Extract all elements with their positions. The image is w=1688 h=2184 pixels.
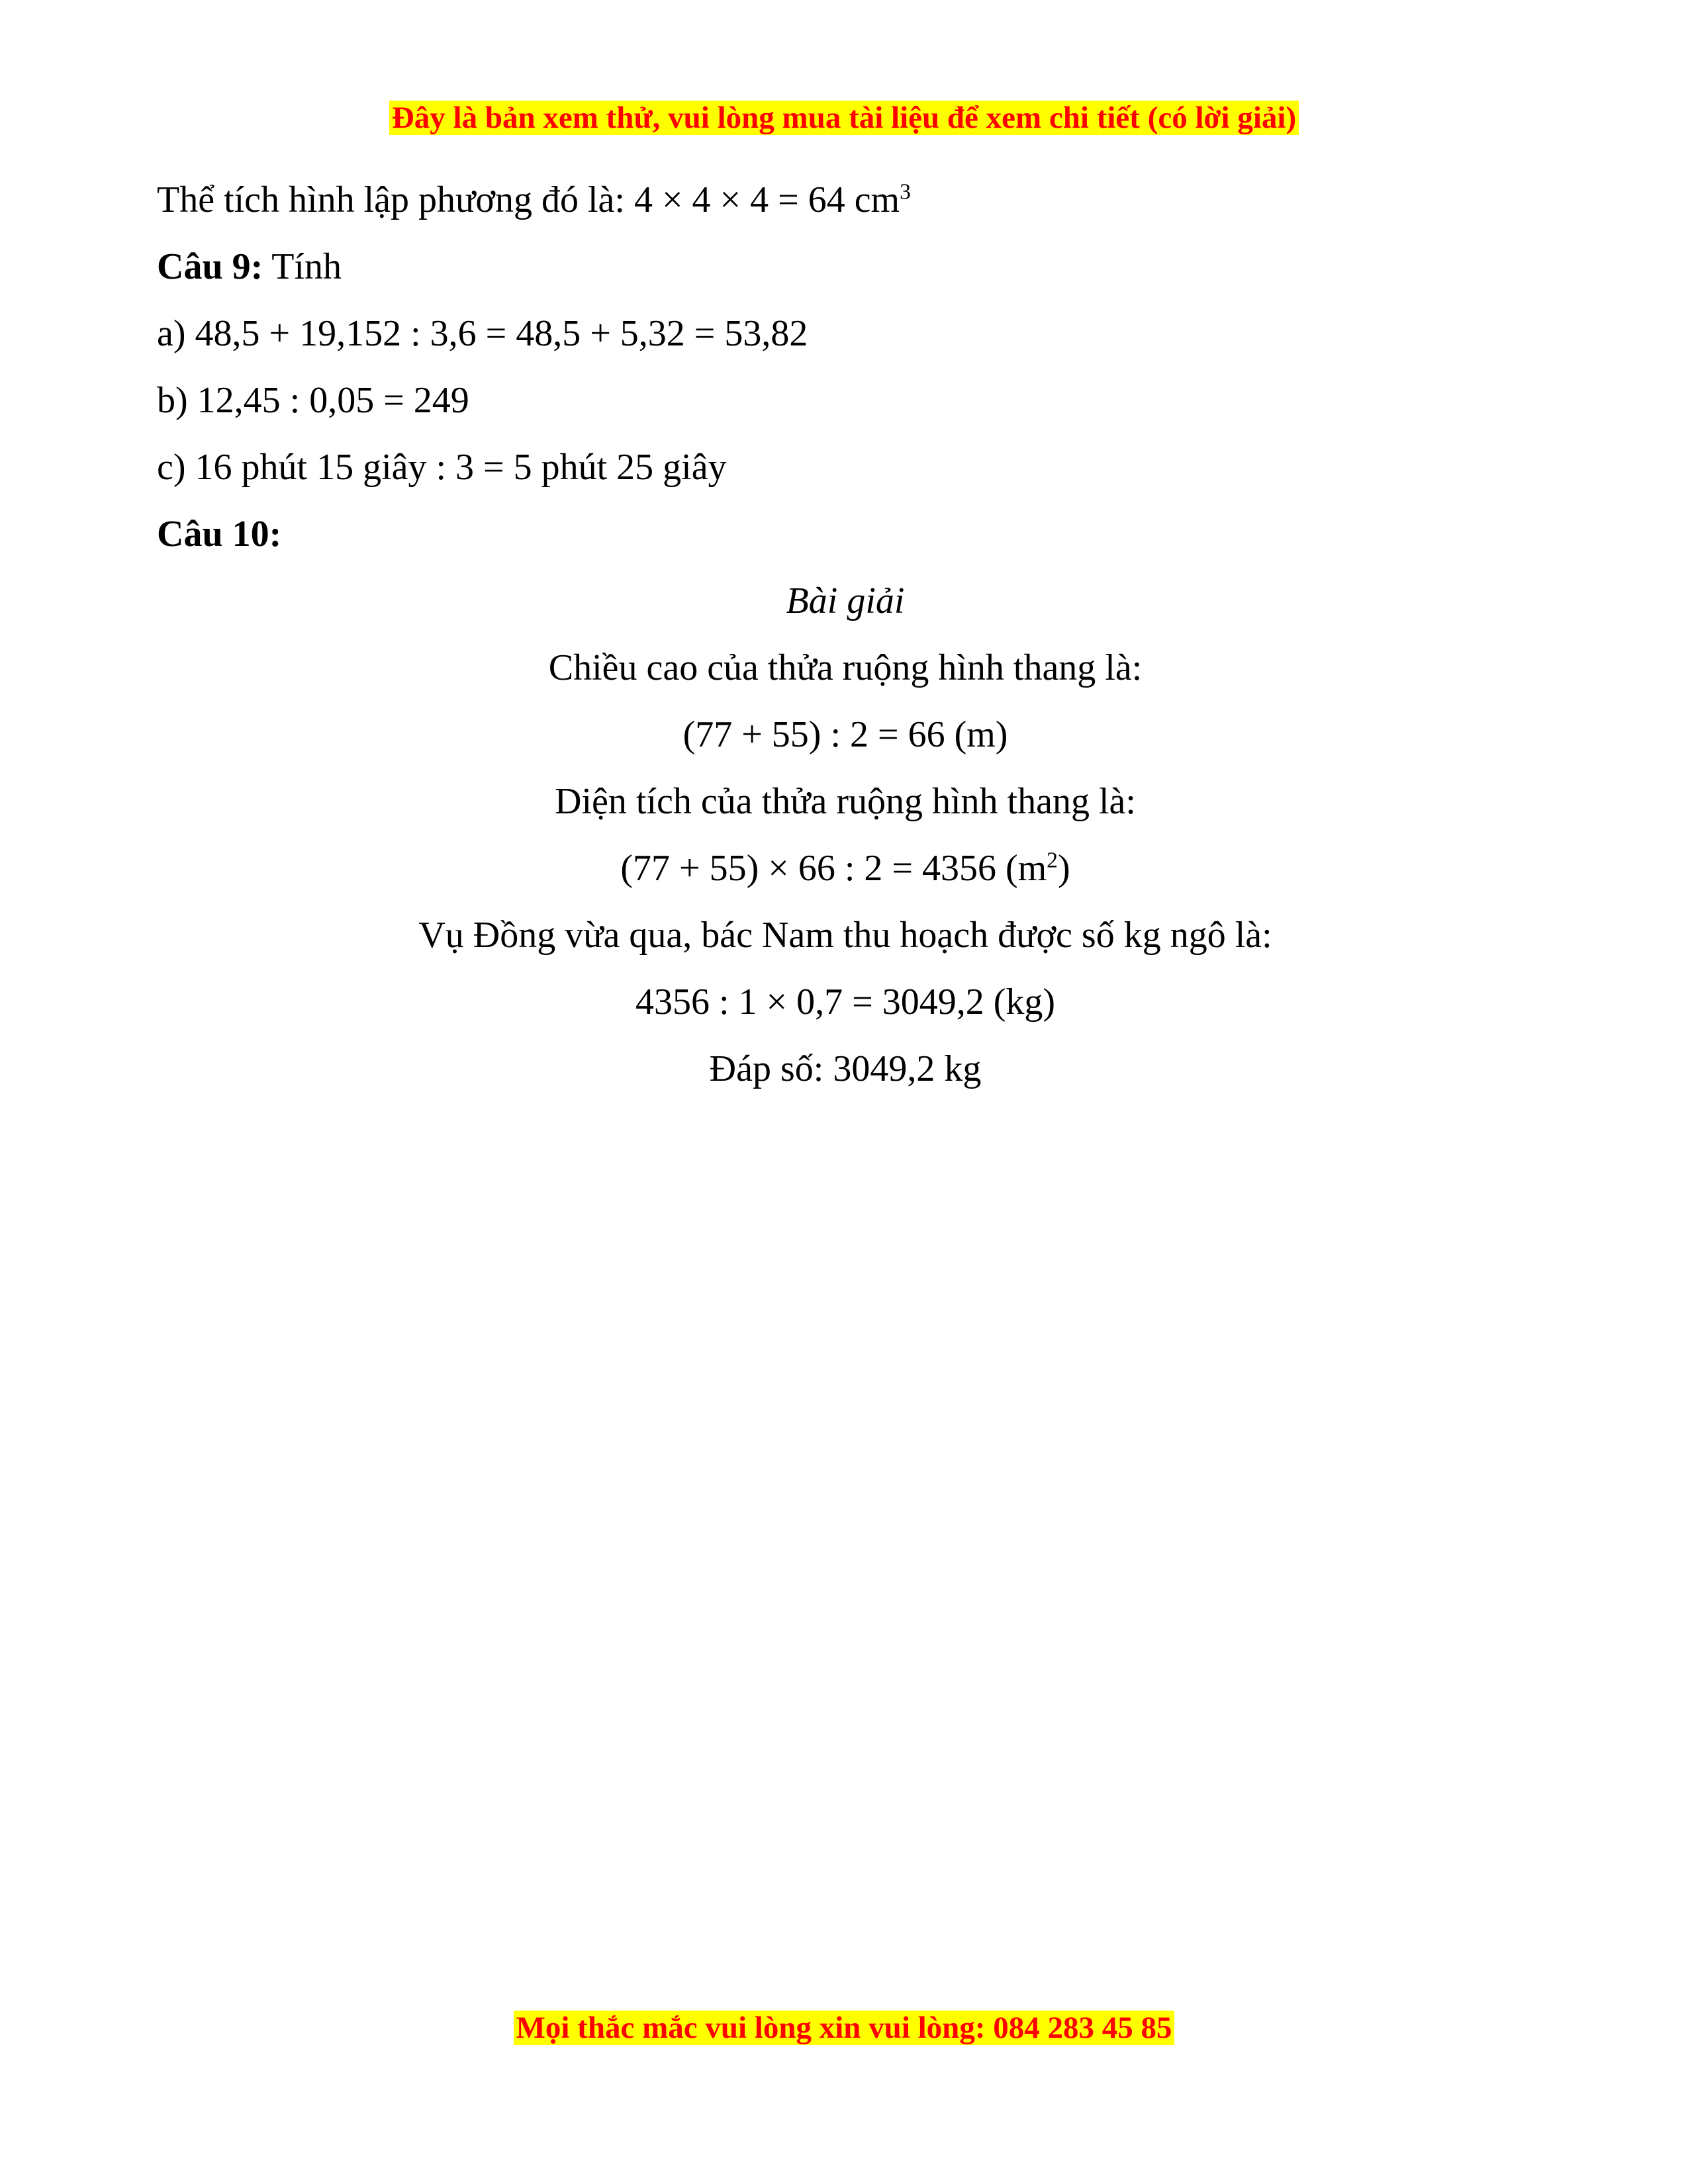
question-9-part-b: b) 12,45 : 0,05 = 249 [157, 380, 469, 421]
question-9-title: Tính [263, 246, 342, 287]
question-10-label: Câu 10: [157, 514, 282, 555]
contact-notice-banner [0, 2008, 1688, 2048]
solution-heading: Bài giải [786, 580, 905, 621]
area-calculation-text: (77 + 55) × 66 : 2 = 4356 (m [620, 848, 1047, 889]
harvest-label: Vụ Đồng vừa qua, bác Nam thu hoạch được số kg ngô là: [418, 915, 1272, 956]
height-label: Chiều cao của thửa ruộng hình thang là: [548, 647, 1143, 688]
document-body [157, 167, 1534, 1103]
volume-unit-exponent: 3 [900, 179, 911, 205]
area-unit-exponent: 2 [1047, 848, 1058, 873]
volume-result-line [157, 167, 1534, 234]
contact-notice-text: Mọi thắc mắc vui lòng xin vui lòng: 084 283 45 85 [514, 2011, 1175, 2045]
question-9-label: Câu 9: [157, 246, 263, 287]
question-9-heading [157, 234, 1534, 300]
harvest-calculation: 4356 : 1 × 0,7 = 3049,2 (kg) [635, 981, 1056, 1023]
final-answer: Đáp số: 3049,2 kg [709, 1048, 982, 1089]
question-9-part-c: c) 16 phút 15 giây : 3 = 5 phút 25 giây [157, 447, 727, 488]
height-calculation: (77 + 55) : 2 = 66 (m) [682, 714, 1008, 755]
question-9-part-a: a) 48,5 + 19,152 : 3,6 = 48,5 + 5,32 = 53,82 [157, 313, 808, 354]
preview-notice-banner [0, 98, 1688, 138]
area-calculation [157, 835, 1534, 902]
preview-notice-text: Đây là bản xem thử, vui lòng mua tài liệu để xem chi tiết (có lời giải) [389, 101, 1299, 135]
area-label: Diện tích của thửa ruộng hình thang là: [555, 781, 1136, 822]
area-calculation-close: ) [1057, 848, 1070, 889]
volume-result-text: Thể tích hình lập phương đó là: 4 × 4 × 4 = 64 cm [157, 179, 900, 220]
